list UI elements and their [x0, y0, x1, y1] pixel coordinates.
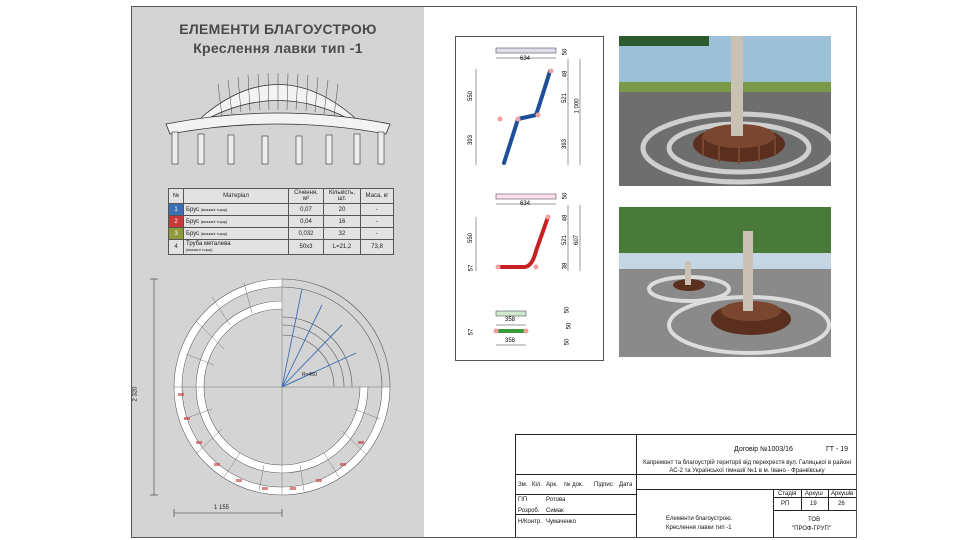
header-material: Матеріал — [184, 189, 289, 204]
table-row — [169, 204, 394, 216]
col-header-zm: Зм. — [518, 482, 528, 488]
header-section: Січення, м² — [289, 189, 324, 204]
red-r4-dim: 607 — [574, 234, 581, 246]
row-material: Брус (вказані торці) — [184, 216, 289, 228]
col-header-kil: Кіл. — [532, 482, 542, 488]
table-row — [169, 228, 394, 240]
row-qty: 32 — [324, 228, 361, 240]
red-d2-dim: 57 — [468, 264, 475, 272]
name-gip: Ротова — [546, 497, 566, 503]
red-r2-dim: 48 — [562, 214, 569, 222]
row-number: 2 — [169, 216, 184, 228]
blue-r2-dim: 48 — [562, 70, 569, 78]
row-qty: 20 — [324, 204, 361, 216]
row-mass: - — [361, 228, 394, 240]
render-image-bottom — [619, 207, 831, 357]
header-qty: Кількість, шт. — [324, 189, 361, 204]
table-row — [169, 216, 394, 228]
bench-axonometric-drawing — [162, 62, 394, 172]
materials-table — [168, 188, 394, 255]
plan-radius-label: R=450 — [302, 372, 317, 378]
table-row — [169, 240, 394, 255]
col-header-doc: № док. — [564, 482, 584, 488]
left-panel — [132, 7, 424, 537]
project-description: Капремонт та благоустрій території від перехрестя вул. Галицької в районі АС-2 та Української гімназії №1 в м. Івано - Франківську — [643, 460, 851, 474]
sheets-label: Аркушів — [831, 491, 854, 497]
title-block — [515, 434, 856, 537]
red-r5-dim: 38 — [562, 262, 569, 270]
row-number: 4 — [169, 240, 184, 255]
row-mass: - — [361, 216, 394, 228]
row-number: 1 — [169, 204, 184, 216]
table-header-row — [169, 189, 394, 204]
row-section: 50х3 — [289, 240, 324, 255]
row-number: 3 — [169, 228, 184, 240]
name-developer: Симак — [546, 508, 564, 514]
plan-height-dim: 2 320 — [132, 386, 139, 402]
bench-plan-view — [144, 269, 414, 531]
render-image-top — [619, 36, 831, 186]
row-section: 0,04 — [289, 216, 324, 228]
role-developer: Розроб. — [518, 508, 540, 514]
blue-r1-dim: 50 — [562, 48, 569, 56]
company-line1: ТОВ — [808, 517, 821, 523]
col-header-ark: Арк. — [546, 482, 558, 488]
row-material: Брус (вказані торці) — [184, 204, 289, 216]
company-line2: "ПРОФ-ГРУП" — [792, 526, 831, 532]
drawing-name-line2: Креслення лавки тип -1 — [666, 525, 732, 531]
col-header-sign: Підпис — [594, 482, 613, 488]
row-mass: - — [361, 204, 394, 216]
blue-top-dim: 634 — [520, 56, 531, 62]
red-top-dim: 634 — [520, 201, 531, 207]
row-section: 0,032 — [289, 228, 324, 240]
red-r3-dim: 521 — [562, 234, 569, 246]
name-control: Чумаченко — [546, 519, 577, 525]
sheet-value: 19 — [810, 501, 817, 507]
sheet-title: ЕЛЕМЕНТИ БЛАГОУСТРОЮ — [179, 21, 377, 37]
drawing-name-line1: Елементи благоустрою. — [666, 516, 733, 522]
row-qty: L=21,2 — [324, 240, 361, 255]
sheets-value: 26 — [838, 501, 845, 507]
sheet-code: ГТ - 19 — [826, 446, 849, 453]
header-no: № — [169, 189, 184, 204]
blue-d1-dim: 550 — [468, 90, 475, 102]
row-material: Брус (вказані торці) — [184, 228, 289, 240]
blue-d2-dim: 393 — [468, 134, 475, 146]
green-d1-dim: 57 — [468, 328, 475, 336]
stage-label: Стадія — [778, 491, 797, 497]
blue-r3-dim: 521 — [562, 92, 569, 104]
row-mass: 73,8 — [361, 240, 394, 255]
stage-value: РП — [781, 501, 790, 507]
profiles-panel — [455, 36, 604, 361]
red-d1-dim: 550 — [468, 232, 475, 244]
green-r3-dim: 50 — [564, 338, 571, 346]
plan-halfwidth-dim: 1 155 — [214, 505, 230, 511]
header-mass: Маса, кг — [361, 189, 394, 204]
contract-number: Договір №1003/16 — [734, 446, 793, 453]
drawing-sheet — [131, 6, 857, 538]
sheet-subtitle: Креслення лавки тип -1 — [193, 40, 363, 56]
red-r1-dim: 50 — [562, 192, 569, 200]
blue-r5-dim: 393 — [562, 138, 569, 150]
blue-r4-dim: 1 000 — [574, 98, 581, 114]
row-qty: 16 — [324, 216, 361, 228]
green-bottom-dim: 358 — [505, 338, 516, 344]
green-r1-dim: 50 — [564, 306, 571, 314]
green-r2-dim: 50 — [566, 322, 573, 330]
row-section: 0,07 — [289, 204, 324, 216]
role-control: Н/Контр. — [518, 519, 542, 525]
green-top-dim: 358 — [505, 317, 516, 323]
row-material: Труба металева (вказані торці) — [184, 240, 289, 255]
sheet-label: Аркуш — [805, 491, 823, 497]
col-header-date: Дата — [619, 482, 633, 488]
green-profile-drawing — [456, 301, 603, 357]
role-gip: ГІП — [518, 497, 528, 503]
